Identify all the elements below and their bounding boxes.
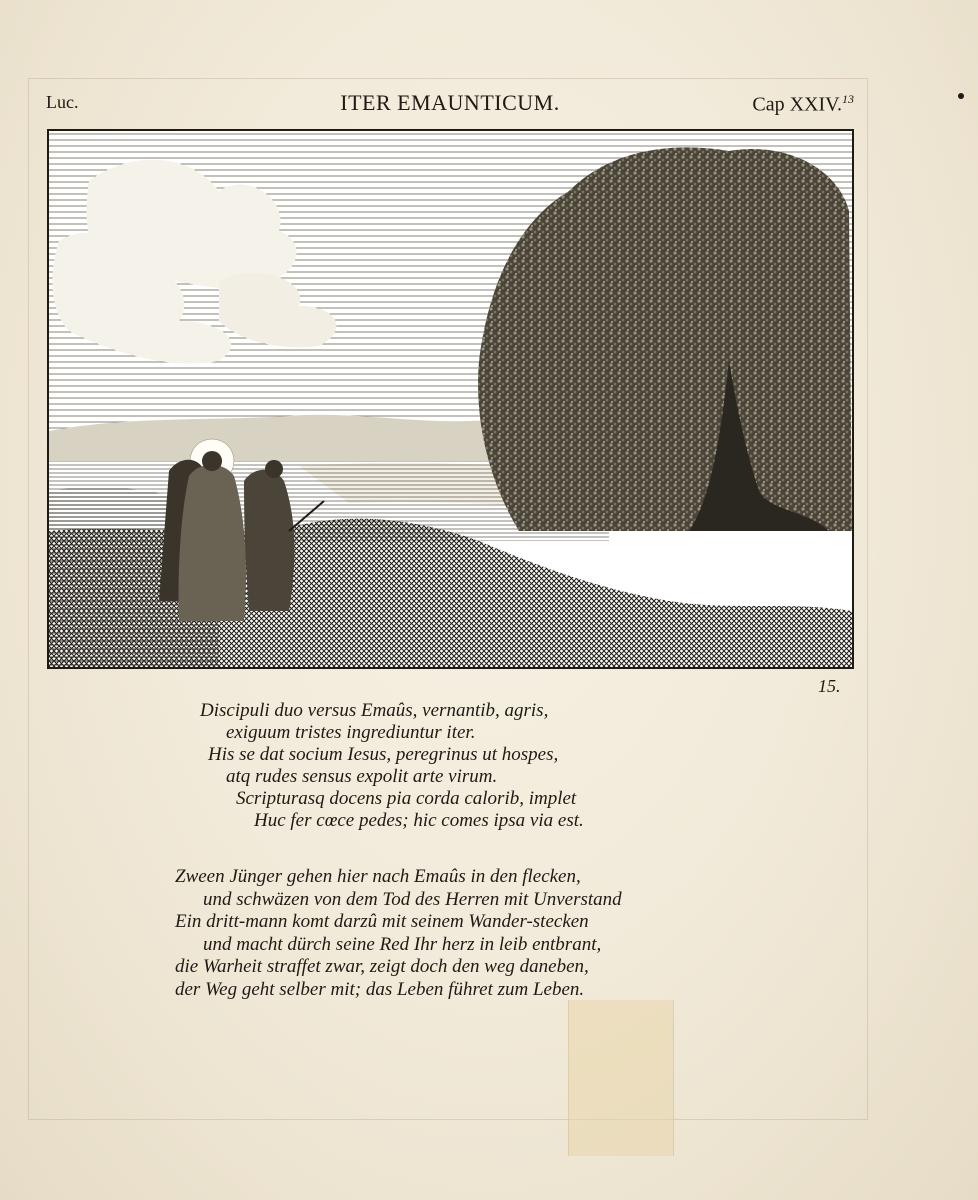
latin-line: Discipuli duo versus Emaûs, vernantib, agris, xyxy=(200,700,549,721)
verse-number: 13 xyxy=(842,92,854,106)
tape-strip xyxy=(568,1000,674,1156)
german-line: und macht dürch seine Red Ihr herz in leib entbrant, xyxy=(203,933,602,955)
german-verse xyxy=(175,866,775,1001)
latin-line: Huc fer cœce pedes; hic comes ipsa via est. xyxy=(254,810,584,831)
ink-spot xyxy=(958,93,964,99)
latin-line: atq rudes sensus expolit arte virum. xyxy=(226,766,498,787)
german-line: Zween Jünger gehen hier nach Emaûs in den flecken, xyxy=(175,866,581,887)
german-line: Ein dritt-mann komt darzû mit seinem Wander-stecken xyxy=(175,911,589,932)
book-reference: Luc. xyxy=(46,92,79,112)
german-line: der Weg geht selber mit; das Leben führet zum Leben. xyxy=(175,978,585,1000)
latin-line: exiguum tristes ingrediuntur iter. xyxy=(226,722,476,743)
latin-line: Scripturasq docens pia corda calorib, implet xyxy=(236,788,577,809)
latin-verse xyxy=(200,700,760,832)
plate-number: 15. xyxy=(818,676,841,696)
latin-line: His se dat socium Iesus, peregrinus ut hospes, xyxy=(208,744,559,765)
page-header xyxy=(46,90,854,120)
page-title: ITER EMAUNTICUM. xyxy=(340,90,560,115)
chapter-reference: Cap XXIV.$^{13}$ xyxy=(752,92,854,116)
german-line: und schwäzen von dem Tod des Herren mit Unverstand xyxy=(203,888,622,910)
german-line: die Warheit straffet zwar, zeigt doch den weg daneben, xyxy=(175,956,589,977)
engraving-illustration xyxy=(47,129,854,669)
